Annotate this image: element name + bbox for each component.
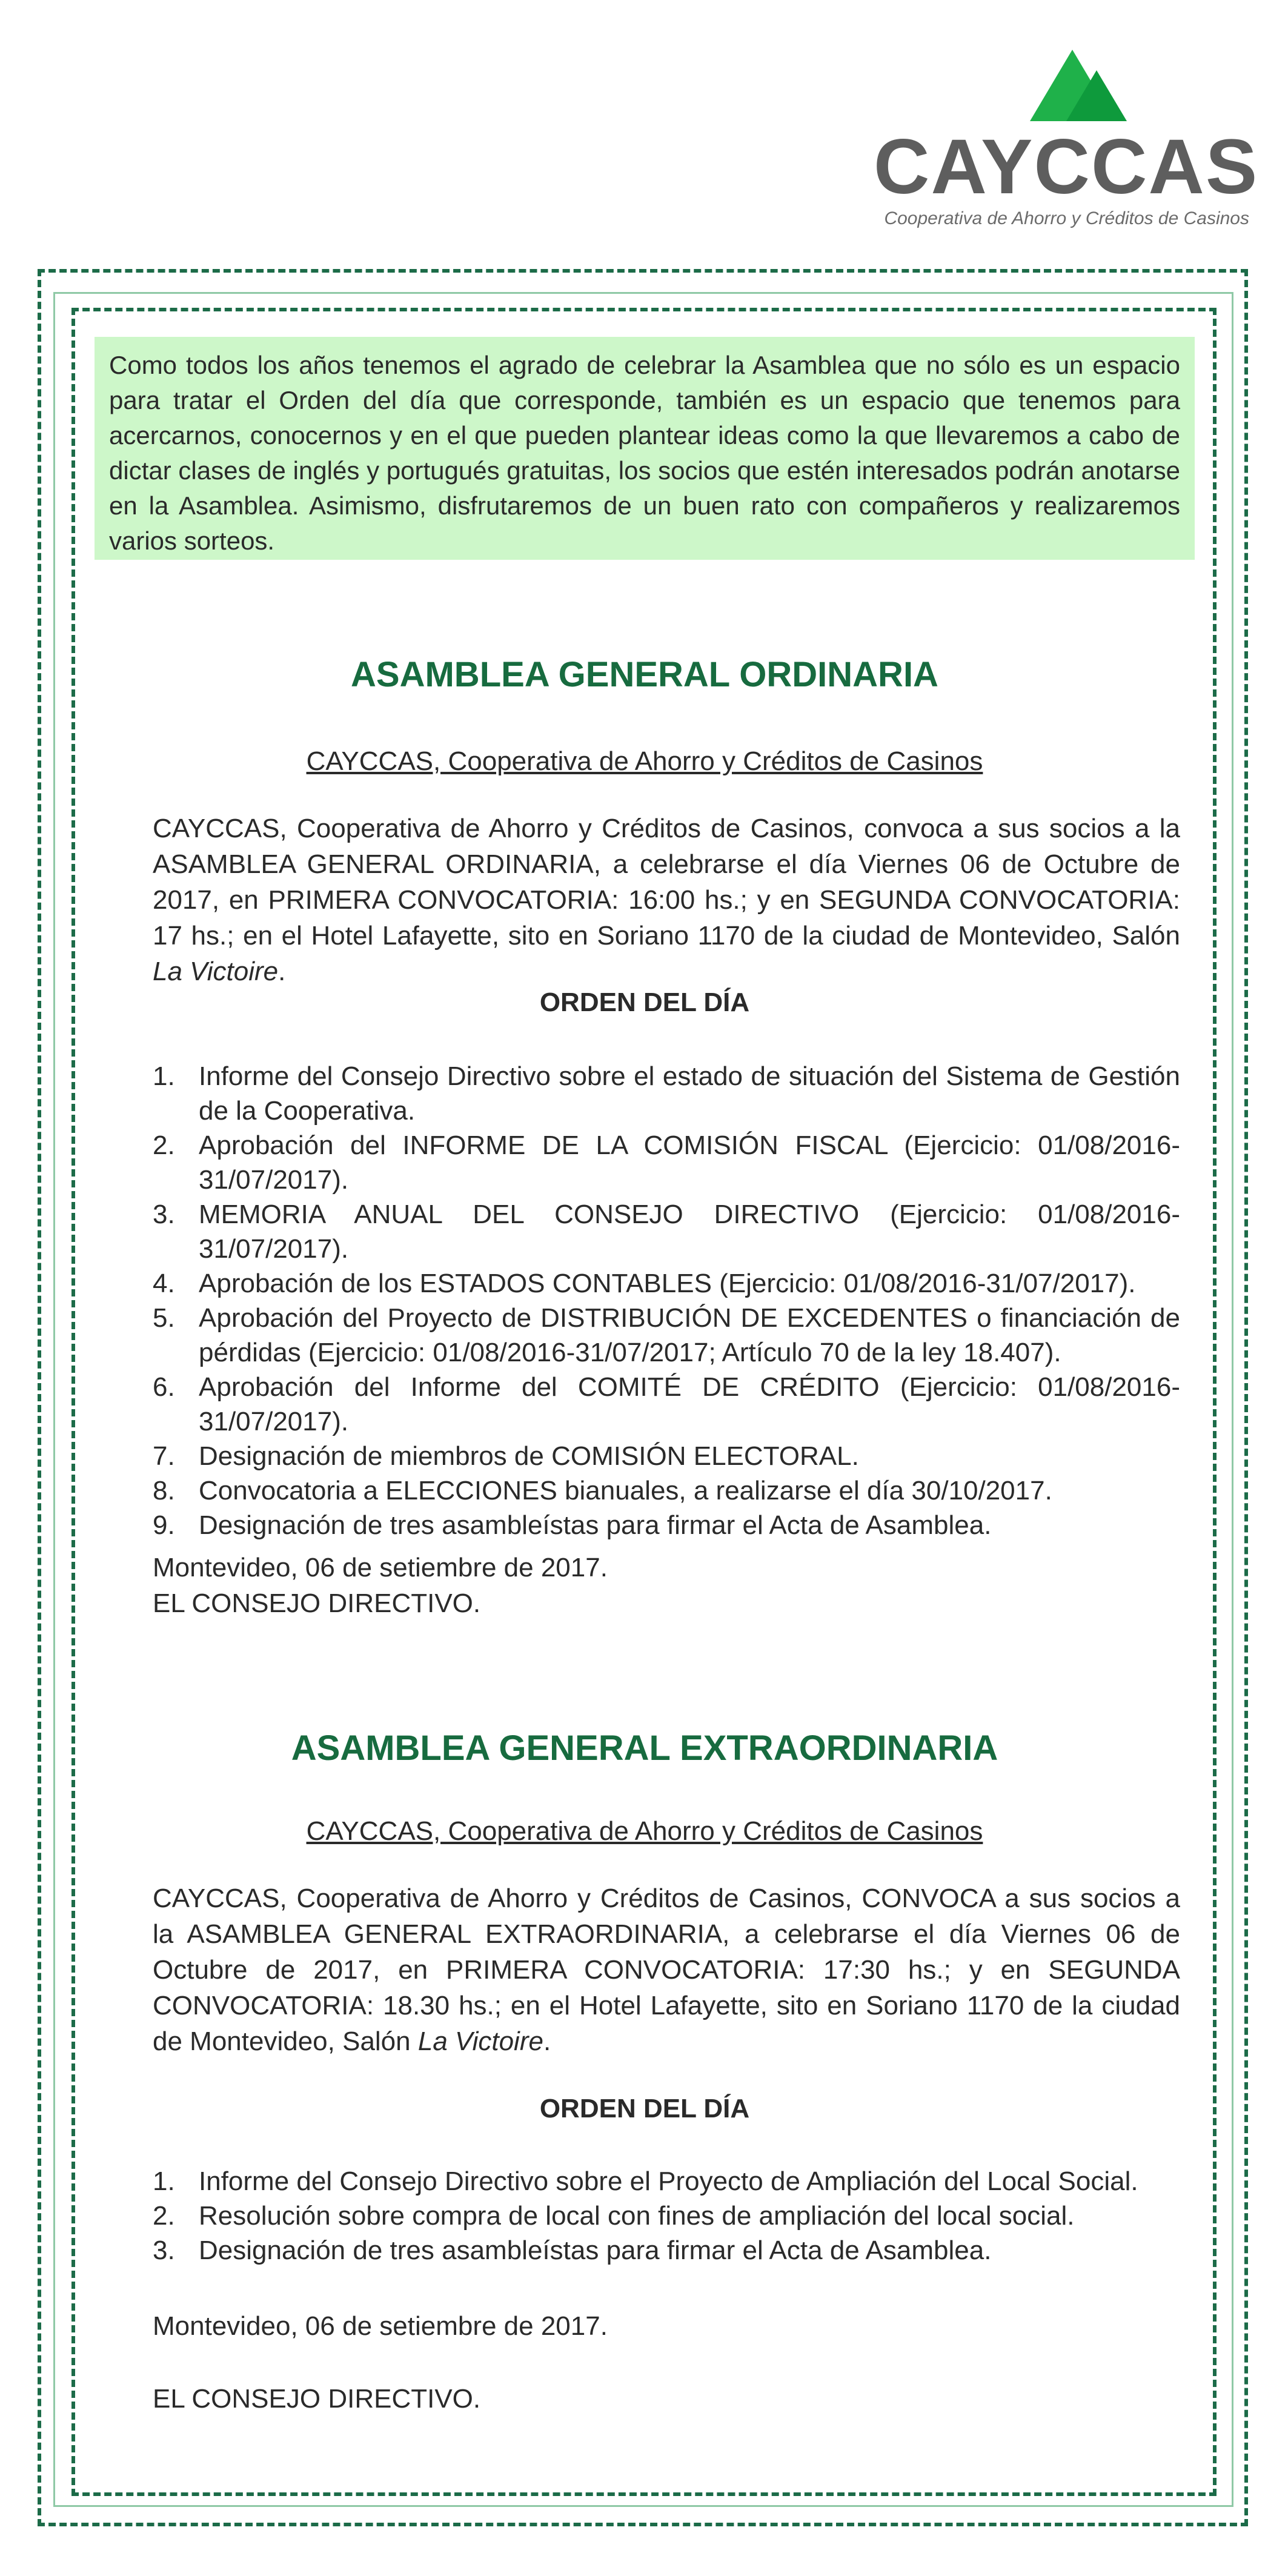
intro-box: Como todos los años tenemos el agrado de celebrar la Asamblea que no sólo es un espacio para tratar el Orden del día que corresponde, también es un espacio que tenemos para acercarnos, conocernos y en el que pueden plantear ideas como la que llevaremos a cabo de dictar clases de inglés y portugués gratuitas, los socios que estén interesados podrán anotarse en la Asamblea. Asimismo, disfrutaremos de un buen rato con compañeros y realizaremos varios sorteos. [95, 337, 1195, 560]
logo-tagline: Cooperativa de Ahorro y Créditos de Casinos [884, 208, 1249, 228]
orden-item [153, 2233, 1180, 2268]
orden-item [153, 1059, 1180, 1128]
orden-item-text: MEMORIA ANUAL DEL CONSEJO DIRECTIVO (Ejercicio: 01/08/2016-31/07/2017). [199, 1200, 1180, 1264]
orden-item [153, 2199, 1180, 2233]
orden-item-text: Designación de tres asambleístas para firmar el Acta de Asamblea. [199, 2236, 992, 2265]
orden-item [153, 1266, 1180, 1301]
orden-item [153, 1508, 1180, 1542]
mountain-logo-icon [1030, 50, 1127, 121]
orden-item-text: Aprobación del Informe del COMITÉ DE CRÉDITO (Ejercicio: 01/08/2016-31/07/2017). [199, 1372, 1180, 1436]
orden-item-number: 3. [153, 1200, 175, 1229]
extraordinaria-orden-title: ORDEN DEL DÍA [539, 2094, 750, 2123]
orden-item-number: 9. [153, 1510, 175, 1540]
orden-item-text: Designación de miembros de COMISIÓN ELECTORAL. [199, 1441, 859, 1471]
extraordinaria-date: Montevideo, 06 de setiembre de 2017. [153, 2311, 608, 2341]
ordinaria-body-text: CAYCCAS, Cooperativa de Ahorro y Créditos de Casinos, convoca a sus socios a la ASAMBLEA GENERAL ORDINARIA, a celebrarse el día Viernes 06 de Octubre de 2017, en PRIMERA CONVOCATORIA: 16:00 hs.; y en SEGUNDA CONVOCATORIA: 17 hs.; en el Hotel Lafayette, sito en Soriano 1170 de la ciudad de Montevideo, Salón [153, 814, 1180, 951]
extraordinaria-body [153, 1881, 1180, 2059]
orden-item-number: 6. [153, 1372, 175, 1402]
ordinaria-signature: EL CONSEJO DIRECTIVO. [153, 1588, 481, 1618]
ordinaria-body-end: . [278, 957, 286, 986]
extraordinaria-salon: La Victoire [417, 2027, 543, 2056]
ordinaria-title: ASAMBLEA GENERAL ORDINARIA [351, 655, 938, 694]
extraordinaria-title: ASAMBLEA GENERAL EXTRAORDINARIA [291, 1728, 998, 1768]
orden-item-number: 1. [153, 2166, 175, 2196]
cayccas-logo [874, 50, 1259, 231]
ordinaria-subtitle: CAYCCAS, Cooperativa de Ahorro y Créditos de Casinos [306, 746, 983, 776]
extraordinaria-orden-list [153, 2164, 1180, 2268]
orden-item-number: 4. [153, 1269, 175, 1298]
orden-item-number: 5. [153, 1303, 175, 1333]
orden-item-number: 7. [153, 1441, 175, 1471]
orden-item-number: 3. [153, 2236, 175, 2265]
extraordinaria-body-text: CAYCCAS, Cooperativa de Ahorro y Créditos de Casinos, CONVOCA a sus socios a la ASAMBLEA GENERAL EXTRAORDINARIA, a celebrarse el día Viernes 06 de Octubre de 2017, en PRIMERA CONVOCATORIA: 17:30 hs.; y en SEGUNDA CONVOCATORIA: 18.30 hs.; en el Hotel Lafayette, sito en Soriano 1170 de la ciudad de Montevideo, Salón [153, 1884, 1180, 2056]
orden-item-text: Designación de tres asambleístas para firmar el Acta de Asamblea. [199, 1510, 992, 1540]
orden-item-text: Aprobación del INFORME DE LA COMISIÓN FISCAL (Ejercicio: 01/08/2016-31/07/2017). [199, 1130, 1180, 1195]
orden-item-text: Aprobación de los ESTADOS CONTABLES (Ejercicio: 01/08/2016-31/07/2017). [199, 1269, 1136, 1298]
orden-item-text: Convocatoria a ELECCIONES bianuales, a realizarse el día 30/10/2017. [199, 1476, 1052, 1505]
orden-item [153, 1473, 1180, 1508]
ordinaria-body [153, 811, 1180, 989]
extraordinaria-body-end: . [543, 2027, 551, 2056]
orden-item [153, 1439, 1180, 1473]
ordinaria-date: Montevideo, 06 de setiembre de 2017. [153, 1553, 608, 1582]
orden-item-text: Informe del Consejo Directivo sobre el Proyecto de Ampliación del Local Social. [199, 2166, 1138, 2196]
ordinaria-orden-list [153, 1059, 1180, 1542]
ordinaria-orden-title: ORDEN DEL DÍA [539, 988, 750, 1017]
orden-item [153, 2164, 1180, 2199]
orden-item-text: Resolución sobre compra de local con fines de ampliación del local social. [199, 2201, 1075, 2231]
orden-item-number: 2. [153, 1130, 175, 1160]
orden-item [153, 1128, 1180, 1197]
orden-item [153, 1370, 1180, 1439]
extraordinaria-subtitle: CAYCCAS, Cooperativa de Ahorro y Créditos de Casinos [306, 1816, 983, 1846]
ordinaria-salon: La Victoire [153, 957, 279, 986]
orden-item [153, 1197, 1180, 1266]
orden-item-text: Informe del Consejo Directivo sobre el estado de situación del Sistema de Gestión de la Cooperativa. [199, 1061, 1180, 1126]
orden-item-number: 8. [153, 1476, 175, 1505]
logo-wordmark: CAYCCAS [874, 124, 1259, 210]
orden-item-number: 1. [153, 1061, 175, 1091]
orden-item [153, 1301, 1180, 1370]
extraordinaria-signature: EL CONSEJO DIRECTIVO. [153, 2384, 481, 2414]
orden-item-number: 2. [153, 2201, 175, 2231]
orden-item-text: Aprobación del Proyecto de DISTRIBUCIÓN DE EXCEDENTES o financiación de pérdidas (Ejercicio: 01/08/2016-31/07/2017; Artículo 70 de la ley 18.407). [199, 1303, 1180, 1367]
